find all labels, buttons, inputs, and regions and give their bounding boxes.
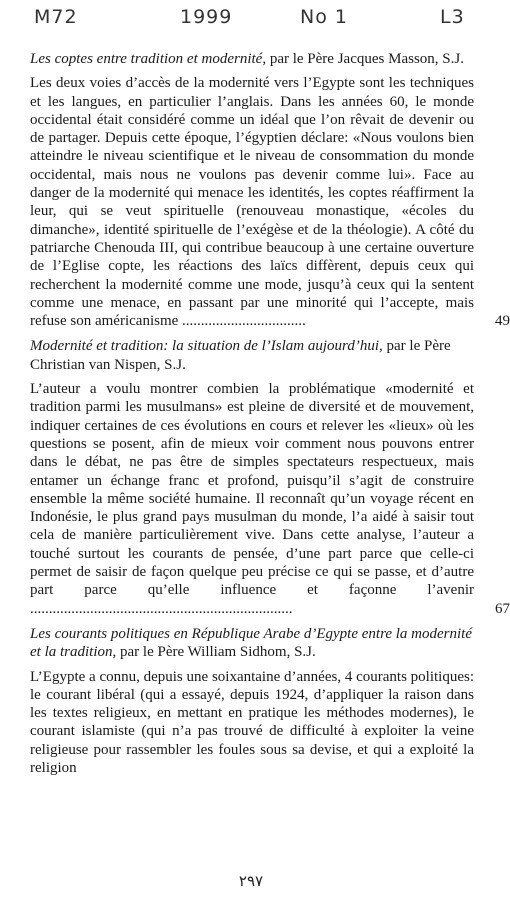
entry-3-heading [30,625,474,662]
entry-1-leader-dots: ................................. [178,313,306,330]
entry-3-title: Les courants politiques en République Arabe d’Egypte entre la modernité et la tradition [30,625,473,661]
entry-2-leader-dots: ...................................................................... [30,600,293,617]
entry-2-title: Modernité et tradition: la situation de l’Islam aujourd’hui [30,338,379,355]
entry-2-body: L’auteur a voulu montrer combien la problématique «modernité et tradition parmi les musulmans» est pleine de diversité et de mouvement, indiquer certaines de ces évolutions en cours et relever les «lieux» où les questions se posent, afin de mieux voir comment nous pouvons entrer dans le débat, ne pas être de simples spectateurs respectueux, mais entamer un échange franc et profond, puisqu’il s’agit de construire ensemble la même société humaine. Il reconnaît qu’un voyage récent en Indonésie, le plus grand pays musulman du monde, l’a aidé à saisir tout cela de manière particulièrement vive. Dans cette analyse, l’auteur a touché surtout les courants de pensée, d’une part parce que celle-ci permet de saisir de façon quelque peu précise ce qui se passe, et d’autre part parce qu’elle influence et façonne l’avenir [30,381,474,599]
entry-1-page-number: 49 [495,313,510,330]
margin-note-issue: No 1 [300,6,348,28]
entry-1-byline: , par le Père Jacques Masson, S.J. [262,51,464,67]
entry-3-byline: , par le Père William Sidhom, S.J. [112,644,316,661]
margin-note-code: M72 [34,6,78,28]
entry-1-body: Les deux voies d’accès de la modernité vers l’Egypte sont les techniques et les langues, en particulier l’anglais. Dans les années 60, le monde occidental était considéré comme un idéal que l’on rêvait de devenir ou de partager. Depuis cette époque, l’égyptien déclare: «Nous voulons bien atteindre le niveau scientifique et le niveau de consommation du monde occidental, mais nous ne voulons pas devenir comme lui». Face au danger de la modernité qui menace les identités, les coptes réaffirment la leur, qui se veut spirituelle (renouveau monastique, «écoles du dimanche», identité spirituelle de l’exégèse et de la théologie). A côté du patriarche Chenouda III, qui contribue beaucoup à une certaine ouverture de l’Eglise copte, les réactions des laïcs diffèrent, depuis ceux qui recherchent la modernité comme une mode, jusqu’à ceux qui la sentent comme une menace, en passant par une minorité qui l’accepte, mais refuse son américanisme [30,75,474,330]
entry-1-title: Les coptes entre tradition et modernité [30,51,263,67]
entry-3-abstract [30,668,474,778]
entry-2-heading [30,337,474,374]
margin-note-year: 1999 [180,6,233,28]
margin-note-ref: L3 [440,6,465,28]
entry-2-abstract [30,380,510,618]
abstracts-list [30,50,510,784]
entry-1-abstract [30,74,510,330]
entry-2-page-number: 67 [495,600,510,617]
entry-3-body: L’Egypte a connu, depuis une soixantaine d’années, 4 courants politiques: le courant libéral (qui a essayé, depuis 1924, d’appliquer la raison dans les textes religieux, en mettant en pratique les méthodes modernes), le courant islamiste (qui n’a pas trouvé de difficulté à exploiter la veine religieuse pour rassembler les foules sous sa devise, et qui a exploité la religion [30,668,474,776]
entry-1-heading [30,50,474,68]
footer-page-number: ٢٩٧ [238,872,264,890]
entry-2-byline: , par le Père Christian van Nispen, S.J. [30,338,451,373]
